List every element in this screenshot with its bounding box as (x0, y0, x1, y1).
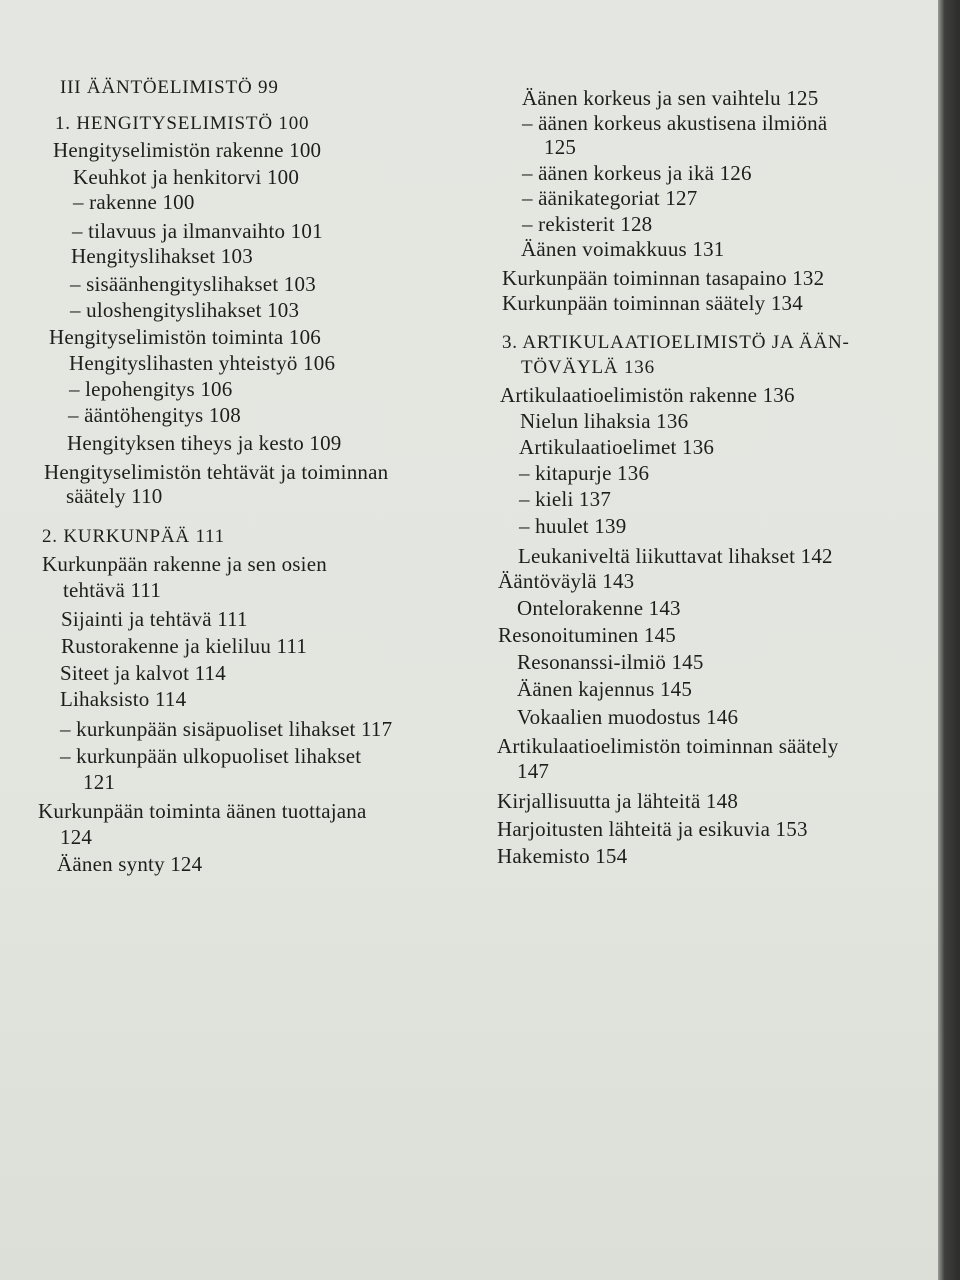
toc-entry: Kurkunpään toiminnan säätely 134 (502, 291, 803, 315)
toc-entry: Kurkunpään toiminnan tasapaino 132 (502, 266, 825, 290)
toc-entry: – tilavuus ja ilmanvaihto 101 (72, 219, 323, 243)
toc-entry: – huulet 139 (519, 514, 627, 538)
toc-entry: – rakenne 100 (73, 190, 195, 214)
toc-entry: Kurkunpään rakenne ja sen osien (42, 552, 327, 576)
toc-entry: Harjoitusten lähteitä ja esikuvia 153 (497, 817, 808, 841)
toc-entry: – kitapurje 136 (519, 461, 650, 485)
toc-entry: – lepohengitys 106 (69, 377, 233, 401)
toc-entry: Artikulaatioelimet 136 (519, 435, 715, 459)
toc-entry: Artikulaatioelimistön rakenne 136 (500, 383, 795, 407)
toc-entry: Rustorakenne ja kieliluu 111 (61, 634, 308, 658)
toc-entry: Resonanssi-ilmiö 145 (517, 650, 704, 674)
toc-entry: Kirjallisuutta ja lähteitä 148 (497, 789, 739, 813)
toc-entry: Ääntöväylä 143 (498, 569, 635, 593)
toc-entry: säätely 110 (66, 484, 163, 508)
toc-entry: Kurkunpään toiminta äänen tuottajana (38, 799, 367, 823)
toc-entry: – ääntöhengitys 108 (68, 403, 241, 427)
toc-entry: tehtävä 111 (63, 578, 162, 602)
toc-entry: – kurkunpään sisäpuoliset lihakset 117 (60, 717, 393, 741)
toc-entry: Leukaniveltä liikuttavat lihakset 142 (518, 544, 833, 568)
toc-entry: Resonoituminen 145 (498, 623, 677, 647)
toc-entry: Hengityselimistön toiminta 106 (49, 325, 321, 349)
toc-entry: 121 (83, 770, 116, 794)
toc-entry: 2. KURKUNPÄÄ 111 (42, 526, 225, 547)
toc-entry: – rekisterit 128 (522, 212, 653, 236)
toc-entry: 147 (517, 759, 550, 783)
toc-entry: Hengityslihasten yhteistyö 106 (69, 351, 336, 375)
toc-entry: – kieli 137 (519, 487, 612, 511)
toc-entry: – kurkunpään ulkopuoliset lihakset (60, 744, 362, 768)
toc-entry: 1. HENGITYSELIMISTÖ 100 (55, 113, 310, 134)
toc-entry: – uloshengityslihakset 103 (70, 298, 300, 322)
toc-entry: – sisäänhengityslihakset 103 (70, 272, 316, 296)
toc-entry: – äänen korkeus ja ikä 126 (522, 161, 752, 185)
toc-entry: 125 (544, 135, 577, 159)
toc-entry: Äänen voimakkuus 131 (521, 237, 725, 261)
book-edge (938, 0, 960, 1280)
toc-entry: Nielun lihaksia 136 (520, 409, 689, 433)
toc-entry: – äänikategoriat 127 (522, 186, 698, 210)
toc-entry: Hengityslihakset 103 (71, 244, 253, 268)
toc-entry: TÖVÄYLÄ 136 (521, 357, 655, 378)
toc-entry: Vokaalien muodostus 146 (517, 705, 739, 729)
toc-entry: Hengityksen tiheys ja kesto 109 (67, 431, 342, 455)
toc-entry: Siteet ja kalvot 114 (60, 661, 226, 685)
toc-entry: – äänen korkeus akustisena ilmiönä (522, 111, 828, 135)
toc-entry: III ÄÄNTÖELIMISTÖ 99 (60, 77, 279, 98)
toc-entry: Hengityselimistön tehtävät ja toiminnan (44, 460, 389, 484)
toc-entry: 124 (60, 825, 93, 849)
toc-entry: Artikulaatioelimistön toiminnan säätely (497, 734, 839, 758)
toc-entry: Hengityselimistön rakenne 100 (53, 138, 322, 162)
toc-entry: Äänen synty 124 (57, 852, 203, 876)
toc-entry: Äänen kajennus 145 (517, 677, 693, 701)
toc-entry: Lihaksisto 114 (60, 687, 187, 711)
toc-entry: Keuhkot ja henkitorvi 100 (73, 165, 300, 189)
toc-entry: 3. ARTIKULAATIOELIMISTÖ JA ÄÄN- (502, 332, 850, 353)
toc-entry: Hakemisto 154 (497, 844, 628, 868)
toc-entry: Äänen korkeus ja sen vaihtelu 125 (522, 86, 819, 110)
toc-entry: Sijainti ja tehtävä 111 (61, 607, 248, 631)
toc-entry: Ontelorakenne 143 (517, 596, 681, 620)
